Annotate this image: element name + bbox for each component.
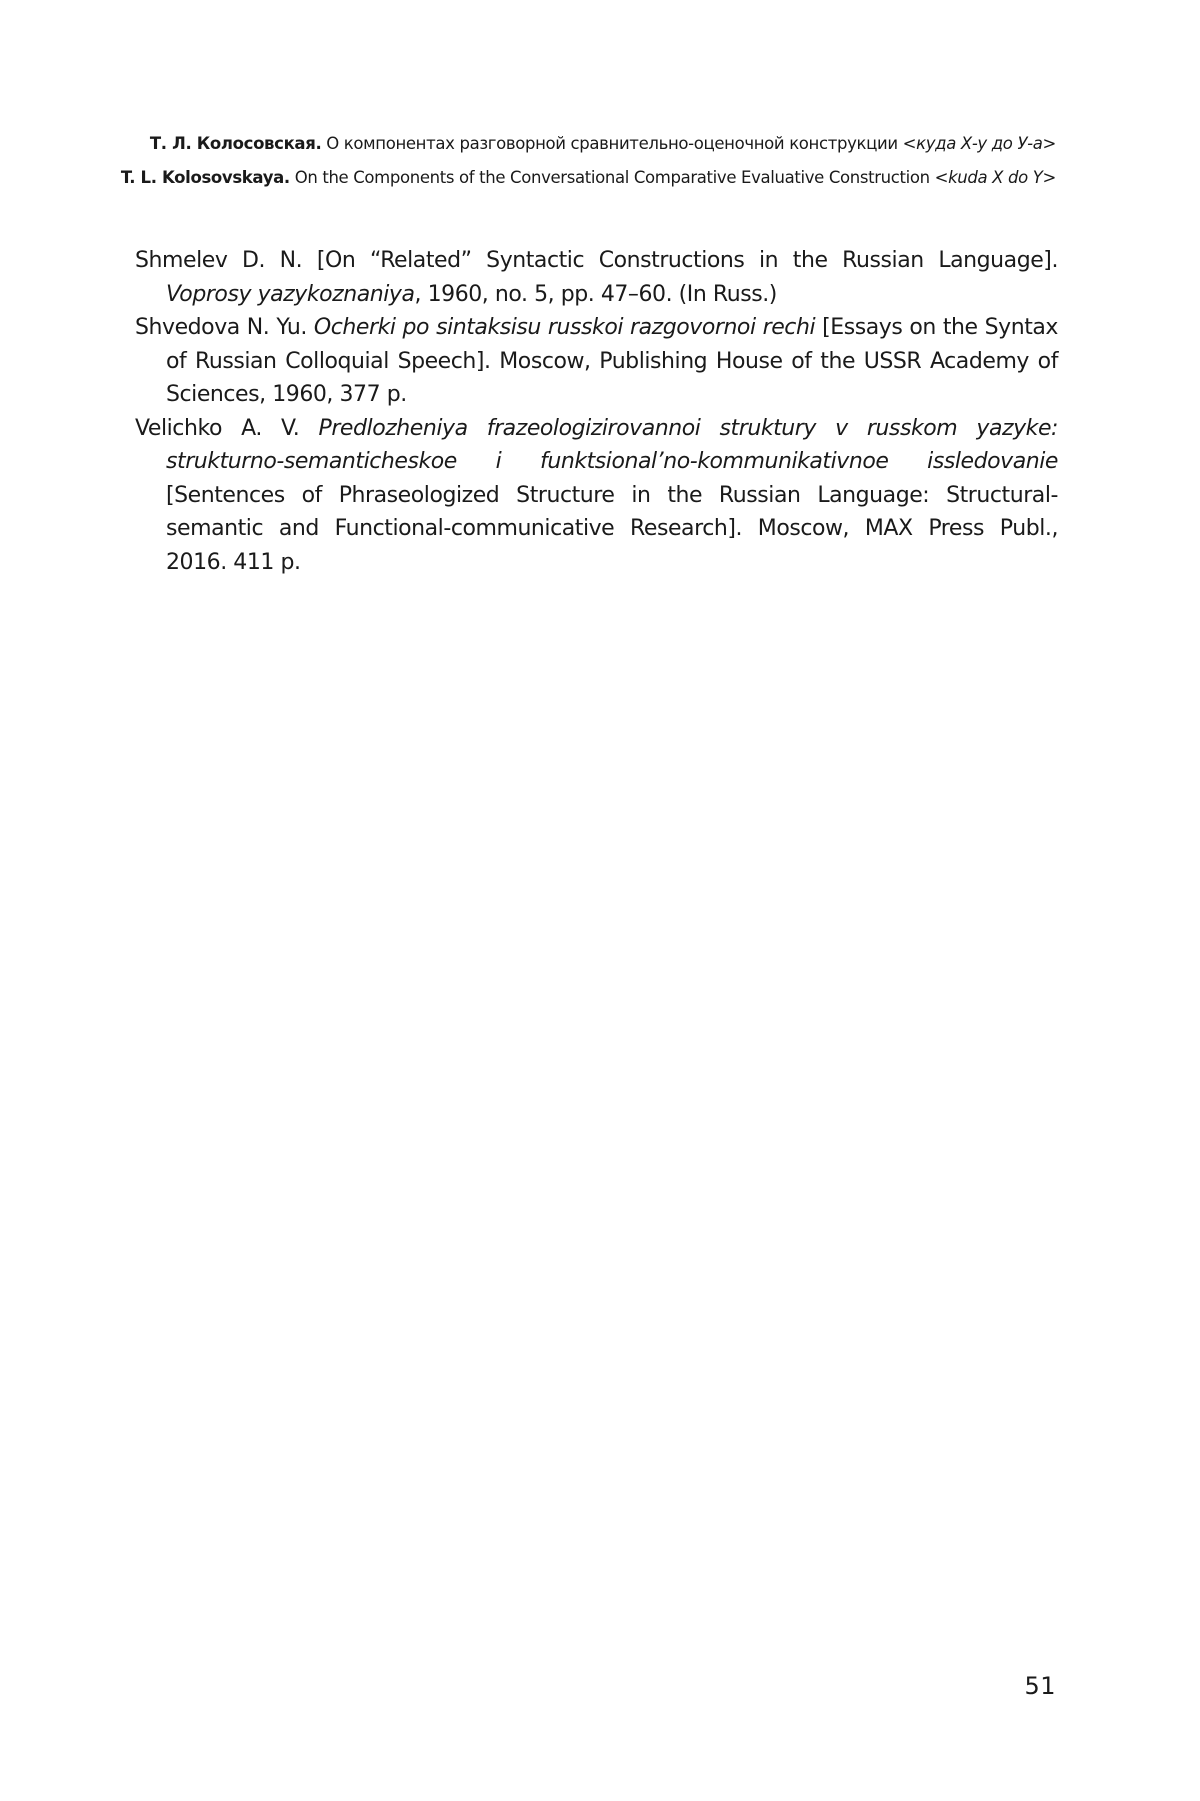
reference-details: [Sentences of Phraseologized Structure in the Russian Language: Structural-semantic and Functional-communicative Research]. Moscow, MAX Press Publ., 2016. 411 p. <box>166 482 1058 575</box>
running-head-construction-en: <kuda X do Y> <box>934 168 1056 187</box>
reference-entry <box>135 244 1058 311</box>
reference-text: Shmelev D. N. [On “Related” Syntactic Constructions in the Russian Language]. <box>135 248 1058 273</box>
reference-list <box>135 244 1058 579</box>
reference-text: Velichko A. V. <box>135 415 319 441</box>
running-head <box>116 127 1056 195</box>
reference-details: , 1960, no. 5, pp. 47–60. (In Russ.) <box>414 281 777 307</box>
reference-title: Predlozheniya frazeologizirovannoi struktury v russkom yazyke: strukturno-semanticheskoe i funktsional’no-kommunikativnoe issledovanie <box>166 415 1059 474</box>
reference-text: Shvedova N. Yu. <box>135 315 314 340</box>
running-head-title-ru: О компонентах разговорной сравнительно-оценочной конструкции <box>321 134 903 153</box>
running-head-english <box>116 161 1056 195</box>
running-head-title-en: On the Components of the Conversational Comparative Evaluative Construction <box>289 168 935 187</box>
running-head-russian <box>116 127 1056 161</box>
reference-entry <box>135 412 1058 580</box>
running-head-author-en: T. L. Kolosovskaya. <box>120 168 290 187</box>
reference-entry <box>135 311 1058 412</box>
running-head-construction-ru: <куда Х-у до У-а> <box>902 134 1056 153</box>
reference-title: Voprosy yazykoznaniya <box>166 281 415 307</box>
reference-details: [Essays on the Syntax of Russian Colloquial Speech]. Moscow, Publishing House of the USSR Academy of Sciences, 1960, 377 p. <box>166 315 1058 407</box>
page-number: 51 <box>1024 1672 1056 1700</box>
running-head-author-ru: Т. Л. Колосовская. <box>149 134 322 153</box>
reference-title: Ocherki po sintaksisu russkoi razgovornoi rechi <box>313 315 816 340</box>
